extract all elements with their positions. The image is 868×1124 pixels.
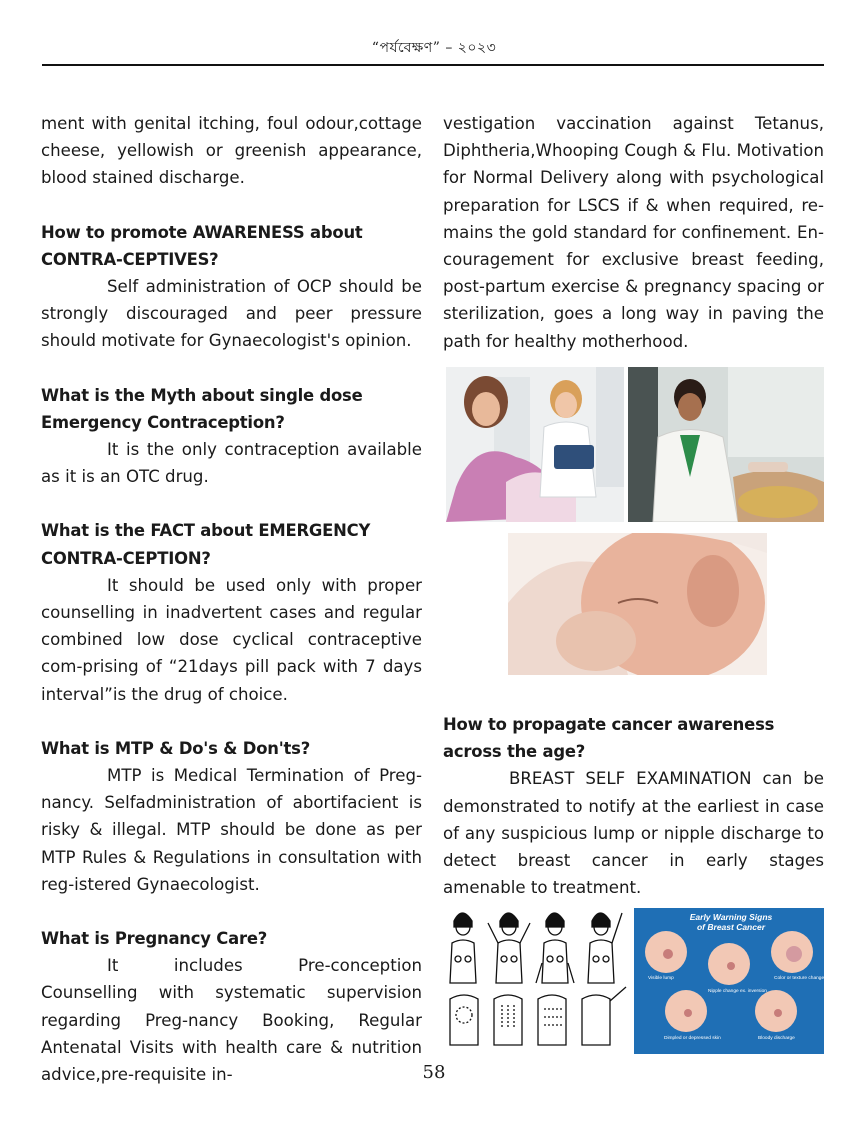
left-column	[41, 110, 422, 1088]
running-header: “পর্যবেক্ষণ” – ২০২৩	[371, 40, 497, 56]
heading-mtp: What is MTP & Do's & Don'ts?	[41, 738, 311, 758]
page-number: 58	[422, 1062, 446, 1083]
header-rule	[42, 64, 824, 66]
breast-diagram-dimpled-skin	[665, 990, 707, 1032]
pregnancy-consultation-photo	[446, 367, 624, 522]
breast-diagram-color-change	[771, 931, 813, 973]
label-visible-lump: Visible lump	[648, 976, 674, 981]
paragraph-fact: It should be used only with proper counselling in inadvertent cases and regular combined low dose cyclical contraceptive com-prising of “21days pill pack with 7 days interval”is the drug of choice.	[41, 575, 422, 704]
breast-diagram-visible-lump	[645, 931, 687, 973]
warning-title-line2: of Breast Cancer	[696, 922, 766, 932]
heading-fact: What is the FACT about EMERGENCY CONTRA-CEPTION?	[41, 521, 371, 568]
label-color-texture: Color or texture change	[774, 976, 824, 981]
right-column	[443, 110, 824, 355]
paragraph-myth: It is the only contraception available as it is an OTC drug.	[41, 440, 422, 487]
breast-diagram-nipple-change	[708, 943, 750, 985]
warning-title-line1: Early Warning Signs	[689, 912, 773, 922]
paragraph-continued-right: vestigation vaccination against Tetanus, Diphtheria,Whooping Cough & Flu. Motivation for Normal Delivery along with psychological preparation for LSCS if & when required, re-mains the gold standard for confinement. En-couragement for exclusive breast feeding, post-partum exercise & pregnancy spacing or sterilization, goes a long way in paving the path for healthy motherhood.	[443, 114, 824, 351]
paragraph-cancer-awareness: BREAST SELF EXAMINATION can be demonstrated to notify at the earliest in case of any suspicious lump or nipple discharge to detect breast cancer in early stages amenable to treatment.	[443, 769, 824, 898]
paragraph-continued: ment with genital itching, foul odour,cottage cheese, yellowish or greenish appearance, blood stained discharge.	[41, 114, 422, 188]
paragraph-pregnancy-care: It includes Pre-conception Counselling with systematic supervision regarding Preg-nancy Booking, Regular Antenatal Visits with health care & nutrition advice,pre-requisite in-	[41, 956, 422, 1085]
label-nipple-change: Nipple change ex. inversion	[708, 989, 767, 994]
heading-awareness: How to promote AWARENESS about CONTRA-CEPTIVES?	[41, 222, 363, 269]
breastfeeding-baby-photo	[508, 533, 767, 675]
early-warning-signs-figure	[634, 908, 824, 1054]
breast-diagram-bloody-discharge	[755, 990, 797, 1032]
label-dimpled-skin: Dimpled or depressed skin	[664, 1036, 721, 1041]
breast-self-exam-illustration	[444, 903, 629, 1055]
right-column-lower	[443, 711, 824, 901]
heading-pregnancy-care: What is Pregnancy Care?	[41, 929, 268, 949]
heading-cancer-awareness: How to propagate cancer awareness across the age?	[443, 715, 775, 762]
paragraph-awareness: Self administration of OCP should be strongly discouraged and peer pressure should motivate for Gynaecologist's opinion.	[41, 277, 422, 351]
clinic-care-photo	[628, 367, 824, 522]
paragraph-mtp: MTP is Medical Termination of Preg-nancy. Selfadministration of abortifacient is risky & illegal. MTP should be done as per MTP Rules & Regulations in consultation with reg-istered Gynaecologist.	[41, 766, 422, 894]
label-bloody-discharge: Bloody discharge	[758, 1036, 795, 1041]
heading-myth: What is the Myth about single dose Emergency Contraception?	[41, 385, 363, 432]
